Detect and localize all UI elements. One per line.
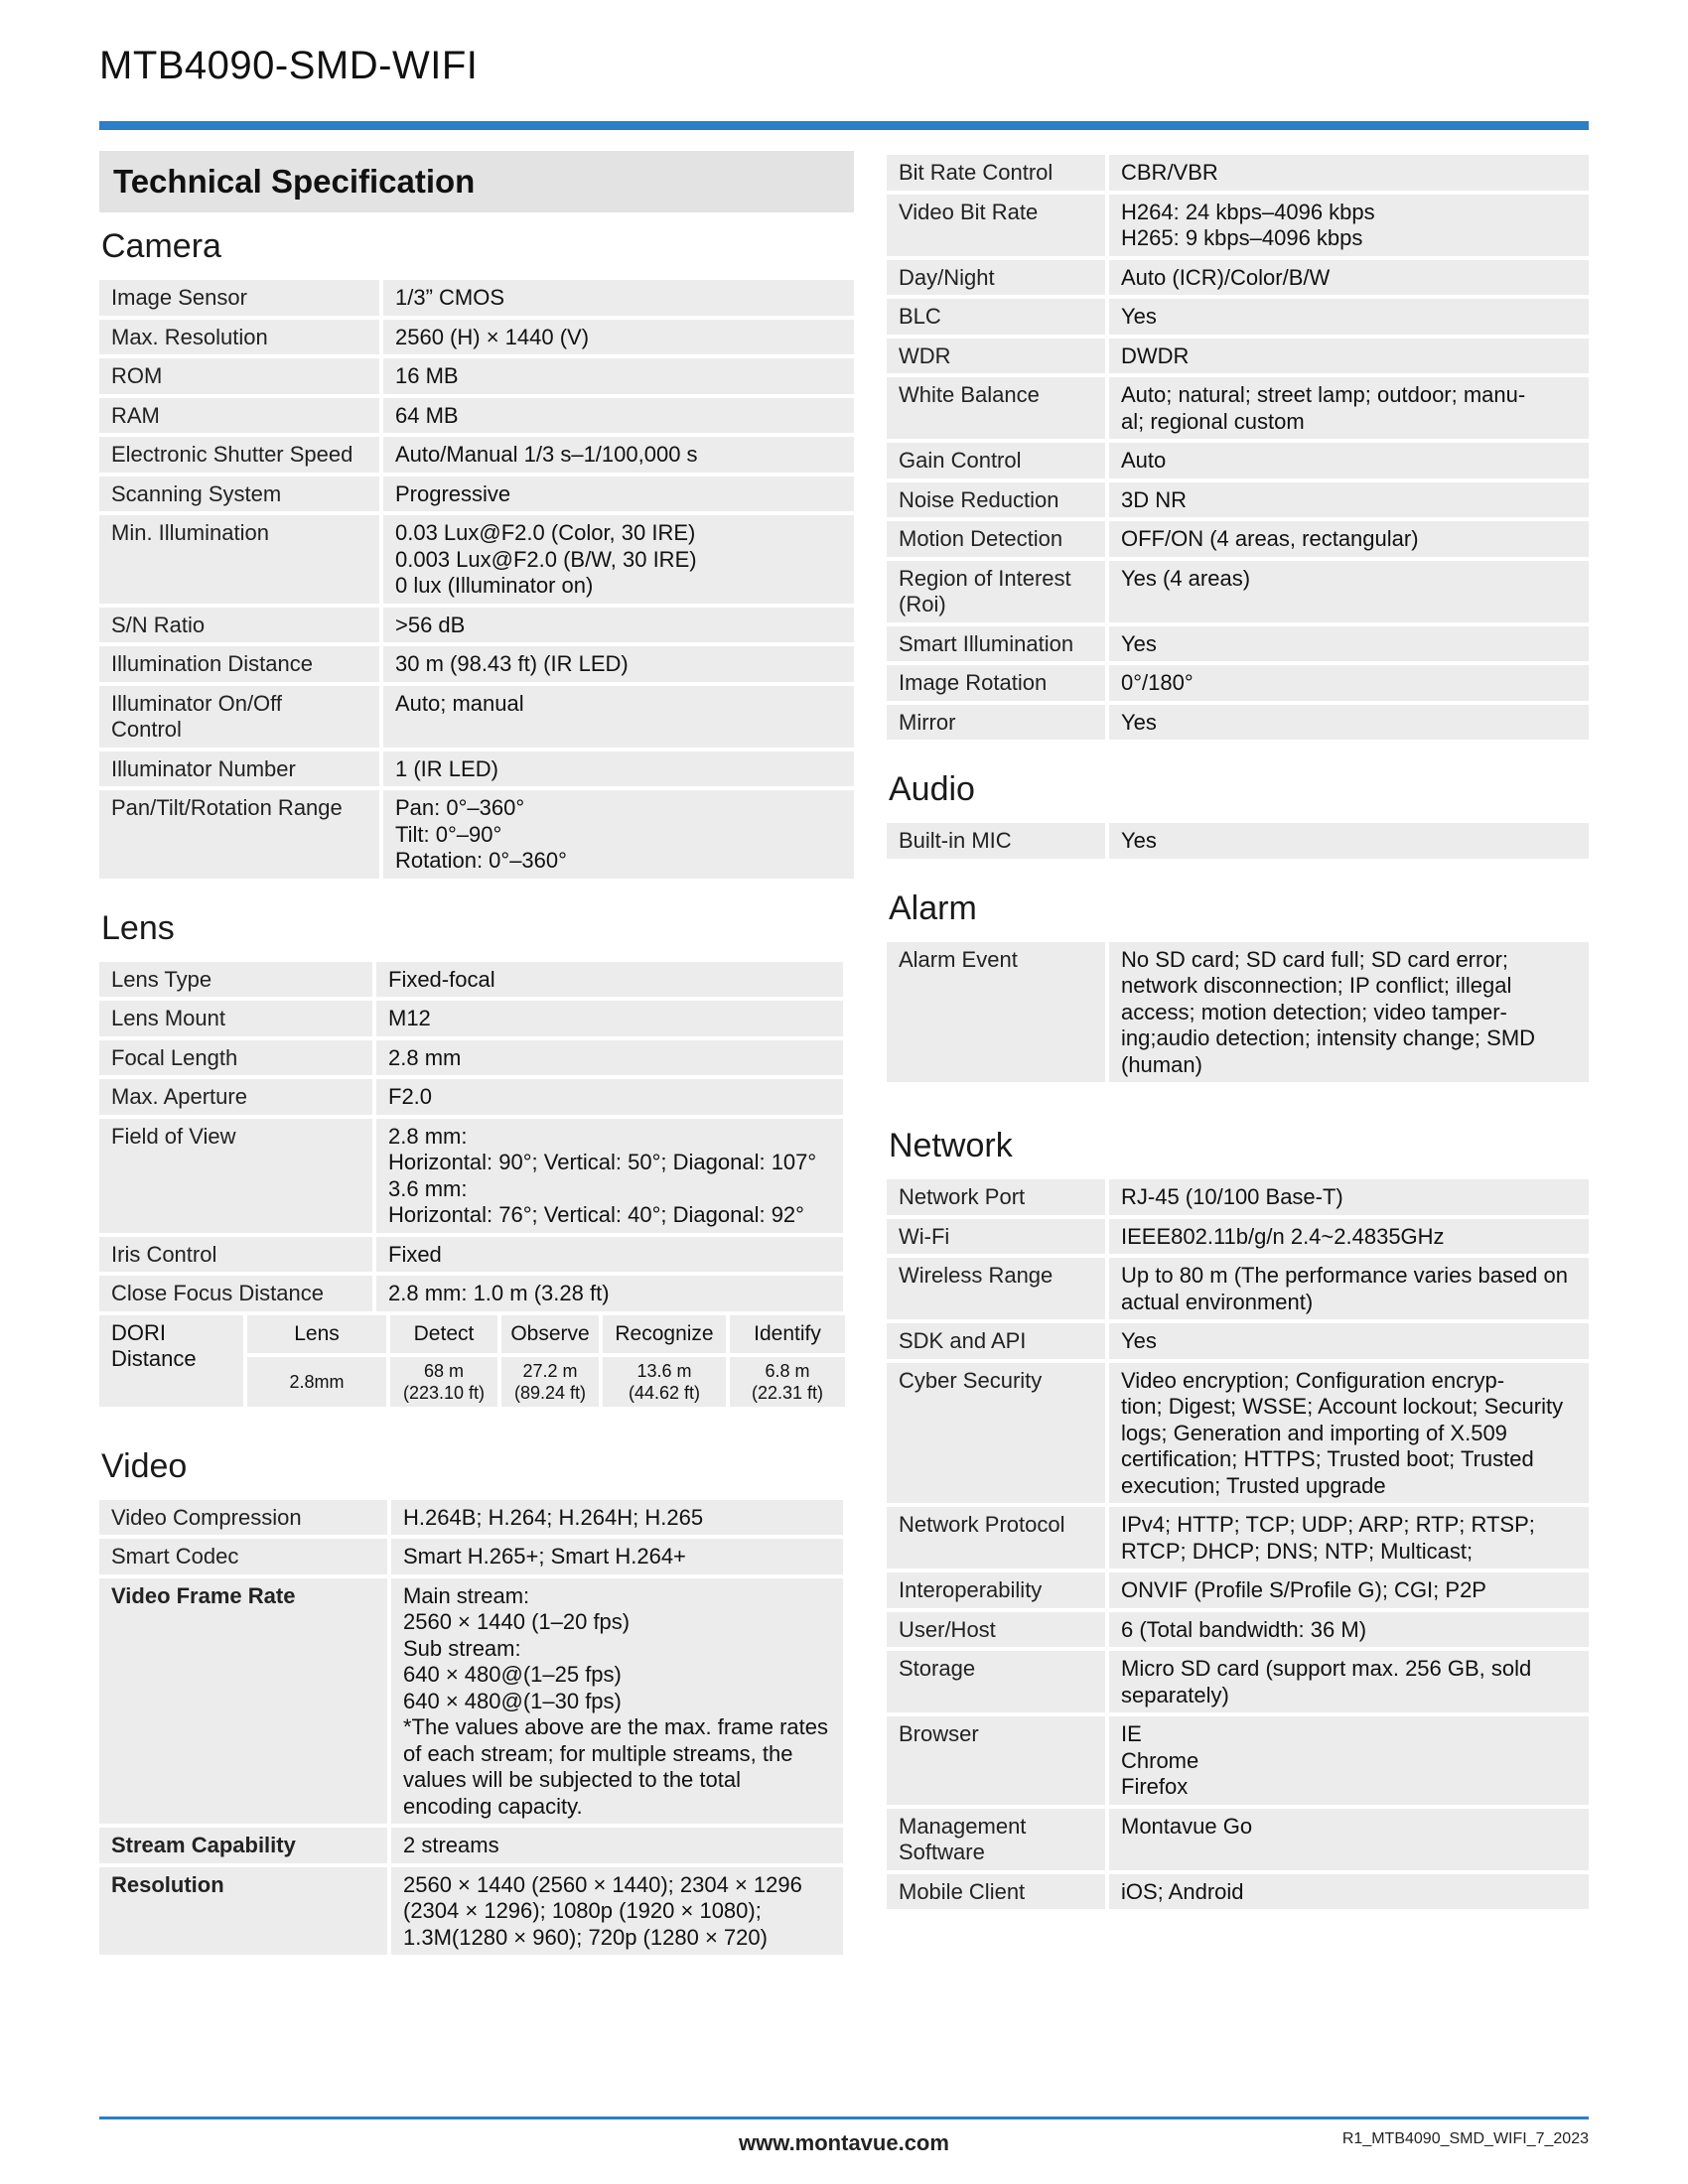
spec-value: H264: 24 kbps–4096 kbps H265: 9 kbps–4096 kbps	[1109, 195, 1589, 256]
spec-value: Fixed	[376, 1237, 843, 1273]
table-row	[99, 1040, 843, 1076]
spec-label: Min. Illumination	[99, 515, 383, 604]
table-row	[99, 751, 854, 787]
spec-value: 1 (IR LED)	[383, 751, 854, 787]
spec-value: 2.8 mm: 1.0 m (3.28 ft)	[376, 1276, 843, 1311]
table-row	[99, 1539, 843, 1574]
spec-value: IEEE802.11b/g/n 2.4~2.4835GHz	[1109, 1219, 1589, 1255]
section-title-camera: Camera	[101, 227, 221, 265]
table-row	[887, 1612, 1589, 1648]
spec-label: White Balance	[887, 377, 1109, 439]
spec-label: Focal Length	[99, 1040, 376, 1076]
footer-rule	[99, 2116, 1589, 2119]
spec-label: Image Rotation	[887, 665, 1109, 701]
spec-value: Montavue Go	[1109, 1809, 1589, 1870]
table-row	[99, 1828, 843, 1863]
spec-value: 0°/180°	[1109, 665, 1589, 701]
spec-label: Browser	[887, 1716, 1109, 1805]
spec-value: M12	[376, 1001, 843, 1036]
spec-label: Noise Reduction	[887, 482, 1109, 518]
spec-value: Fixed-focal	[376, 962, 843, 998]
spec-label: Motion Detection	[887, 521, 1109, 557]
spec-label: Illuminator On/Off Control	[99, 686, 383, 748]
spec-value: Auto; manual	[383, 686, 854, 748]
spec-label: SDK and API	[887, 1323, 1109, 1359]
spec-label: Lens Type	[99, 962, 376, 998]
spec-value: Yes (4 areas)	[1109, 561, 1589, 622]
dori-label: DORI Distance	[99, 1315, 243, 1407]
page-title: MTB4090-SMD-WIFI	[99, 44, 479, 87]
dori-value-recognize: 13.6 m (44.62 ft)	[603, 1357, 726, 1407]
spec-value: H.264B; H.264; H.264H; H.265	[391, 1500, 843, 1536]
spec-label: Close Focus Distance	[99, 1276, 376, 1311]
spec-label: Day/Night	[887, 260, 1109, 296]
left-column	[99, 151, 854, 1959]
spec-value: 2 streams	[391, 1828, 843, 1863]
table-row	[887, 1507, 1589, 1569]
spec-value: 2560 × 1440 (2560 × 1440); 2304 × 1296 (2304 × 1296); 1080p (1920 × 1080); 1.3M(1280 × 960); 720p (1280 × 720)	[391, 1867, 843, 1956]
table-row	[887, 1258, 1589, 1319]
table-row	[99, 962, 843, 998]
spec-value: Yes	[1109, 1323, 1589, 1359]
section-title-network: Network	[889, 1127, 1013, 1164]
spec-value: 2.8 mm	[376, 1040, 843, 1076]
spec-title: Technical Specification	[113, 163, 476, 200]
section-title-audio: Audio	[889, 770, 975, 808]
spec-label: Smart Codec	[99, 1539, 391, 1574]
spec-label: Wi-Fi	[887, 1219, 1109, 1255]
spec-value: OFF/ON (4 areas, rectangular)	[1109, 521, 1589, 557]
table-row	[99, 1119, 843, 1233]
table-row	[99, 515, 854, 604]
spec-label: Smart Illumination	[887, 626, 1109, 662]
spec-label: BLC	[887, 299, 1109, 335]
table-row	[887, 1219, 1589, 1255]
dori-header-recognize: Recognize	[603, 1315, 726, 1353]
table-row	[887, 1572, 1589, 1608]
table-row	[887, 1179, 1589, 1215]
table-row	[887, 155, 1589, 191]
spec-value: >56 dB	[383, 608, 854, 643]
right-column	[887, 151, 1589, 1913]
section-title-video: Video	[101, 1446, 188, 1485]
table-row	[99, 477, 854, 512]
dori-value-detect: 68 m (223.10 ft)	[390, 1357, 497, 1407]
table-row	[99, 1578, 843, 1825]
spec-value: 2.8 mm: Horizontal: 90°; Vertical: 50°; Diagonal: 107° 3.6 mm: Horizontal: 76°; Vertical: 40°; Diagonal: 92°	[376, 1119, 843, 1233]
table-row	[887, 1323, 1589, 1359]
spec-value: Auto/Manual 1/3 s–1/100,000 s	[383, 437, 854, 473]
table-row	[99, 1237, 843, 1273]
spec-value: No SD card; SD card full; SD card error; network disconnection; IP conflict; illegal access; motion detection; video tamper- ing;audio detection; intensity change; SMD (human)	[1109, 942, 1589, 1083]
spec-label: Resolution	[99, 1867, 391, 1956]
spec-value: Yes	[1109, 705, 1589, 741]
table-row	[887, 942, 1589, 1083]
table-row	[99, 1500, 843, 1536]
spec-label: S/N Ratio	[99, 608, 383, 643]
table-row	[887, 705, 1589, 741]
table-row	[887, 339, 1589, 374]
spec-label: Storage	[887, 1651, 1109, 1712]
table-row	[99, 1867, 843, 1956]
table-row	[99, 1001, 843, 1036]
spec-label: WDR	[887, 339, 1109, 374]
dori-value-observe: 27.2 m (89.24 ft)	[501, 1357, 599, 1407]
spec-value: 3D NR	[1109, 482, 1589, 518]
table-row	[99, 358, 854, 394]
table-row	[887, 482, 1589, 518]
spec-value: Auto (ICR)/Color/B/W	[1109, 260, 1589, 296]
spec-value: Video encryption; Configuration encryp- tion; Digest; WSSE; Account lockout; Security logs; Generation and importing of X.509 certification; HTTPS; Trusted boot; Trusted execution; Trusted upgrade	[1109, 1363, 1589, 1504]
spec-value: Auto; natural; street lamp; outdoor; manu- al; regional custom	[1109, 377, 1589, 439]
camera-table	[99, 276, 854, 883]
spec-label: Lens Mount	[99, 1001, 376, 1036]
table-row	[99, 1276, 843, 1311]
table-row	[887, 443, 1589, 478]
spec-label: Mirror	[887, 705, 1109, 741]
spec-label: Gain Control	[887, 443, 1109, 478]
spec-label: Mobile Client	[887, 1874, 1109, 1910]
spec-label: Video Frame Rate	[99, 1578, 391, 1825]
table-row	[887, 260, 1589, 296]
table-row	[887, 823, 1589, 859]
table-row	[887, 521, 1589, 557]
table-row	[887, 195, 1589, 256]
dori-header-identify: Identify	[730, 1315, 845, 1353]
spec-value: RJ-45 (10/100 Base-T)	[1109, 1179, 1589, 1215]
spec-value: DWDR	[1109, 339, 1589, 374]
spec-label: RAM	[99, 398, 383, 434]
table-row	[887, 1651, 1589, 1712]
spec-label: Region of Interest (Roi)	[887, 561, 1109, 622]
dori-value-lens: 2.8mm	[247, 1357, 386, 1407]
audio-table	[887, 819, 1589, 863]
spec-label: Max. Resolution	[99, 320, 383, 355]
spec-value: CBR/VBR	[1109, 155, 1589, 191]
table-row	[99, 398, 854, 434]
spec-value: Pan: 0°–360° Tilt: 0°–90° Rotation: 0°–360°	[383, 790, 854, 879]
table-row	[887, 626, 1589, 662]
spec-value: 0.03 Lux@F2.0 (Color, 30 IRE) 0.003 Lux@F2.0 (B/W, 30 IRE) 0 lux (Illuminator on)	[383, 515, 854, 604]
alarm-table	[887, 938, 1589, 1087]
spec-label: Stream Capability	[99, 1828, 391, 1863]
spec-label: Network Port	[887, 1179, 1109, 1215]
footer-doc-id: R1_MTB4090_SMD_WIFI_7_2023	[1341, 2130, 1589, 2147]
spec-label: Max. Aperture	[99, 1079, 376, 1115]
spec-label: Alarm Event	[887, 942, 1109, 1083]
spec-value: iOS; Android	[1109, 1874, 1589, 1910]
section-title-lens: Lens	[101, 908, 175, 947]
spec-value: Auto	[1109, 443, 1589, 478]
spec-label: Management Software	[887, 1809, 1109, 1870]
table-row	[99, 608, 854, 643]
spec-label: ROM	[99, 358, 383, 394]
video-continued-table	[887, 151, 1589, 744]
spec-label: User/Host	[887, 1612, 1109, 1648]
dori-grid	[247, 1315, 845, 1407]
spec-label: Iris Control	[99, 1237, 376, 1273]
table-row	[99, 1079, 843, 1115]
table-row	[887, 299, 1589, 335]
spec-label: Field of View	[99, 1119, 376, 1233]
spec-value: 2560 (H) × 1440 (V)	[383, 320, 854, 355]
spec-label: Cyber Security	[887, 1363, 1109, 1504]
spec-value: ONVIF (Profile S/Profile G); CGI; P2P	[1109, 1572, 1589, 1608]
table-row	[887, 1363, 1589, 1504]
spec-value: 6 (Total bandwidth: 36 M)	[1109, 1612, 1589, 1648]
spec-value: Yes	[1109, 626, 1589, 662]
dori-header-detect: Detect	[390, 1315, 497, 1353]
spec-label: Pan/Tilt/Rotation Range	[99, 790, 383, 879]
table-row	[99, 280, 854, 316]
spec-label: Illumination Distance	[99, 646, 383, 682]
spec-value: 16 MB	[383, 358, 854, 394]
lens-table	[99, 958, 843, 1315]
dori-header-lens: Lens	[247, 1315, 386, 1353]
spec-value: IPv4; HTTP; TCP; UDP; ARP; RTP; RTSP; RTCP; DHCP; DNS; NTP; Multicast;	[1109, 1507, 1589, 1569]
spec-value: 30 m (98.43 ft) (IR LED)	[383, 646, 854, 682]
spec-label: Illuminator Number	[99, 751, 383, 787]
spec-label: Interoperability	[887, 1572, 1109, 1608]
table-row	[99, 790, 854, 879]
spec-label: Built-in MIC	[887, 823, 1109, 859]
spec-banner	[99, 151, 854, 212]
spec-value: Yes	[1109, 823, 1589, 859]
spec-value: Yes	[1109, 299, 1589, 335]
header-rule	[99, 121, 1589, 130]
video-table	[99, 1496, 843, 1960]
section-title-alarm: Alarm	[889, 888, 977, 927]
table-row	[887, 377, 1589, 439]
dori-table	[99, 1315, 854, 1407]
table-row	[887, 665, 1589, 701]
table-row	[887, 1809, 1589, 1870]
spec-value: Up to 80 m (The performance varies based on actual environment)	[1109, 1258, 1589, 1319]
spec-value: Micro SD card (support max. 256 GB, sold separately)	[1109, 1651, 1589, 1712]
spec-value: 1/3” CMOS	[383, 280, 854, 316]
spec-value: Main stream: 2560 × 1440 (1–20 fps) Sub stream: 640 × 480@(1–25 fps) 640 × 480@(1–30 fps) *The values above are the max. frame rates of each stream; for multiple streams, the values will be subjected to the total encoding capacity.	[391, 1578, 843, 1825]
network-table	[887, 1175, 1589, 1913]
spec-label: Network Protocol	[887, 1507, 1109, 1569]
table-row	[99, 437, 854, 473]
table-row	[99, 686, 854, 748]
table-row	[887, 561, 1589, 622]
spec-label: Scanning System	[99, 477, 383, 512]
spec-value: Progressive	[383, 477, 854, 512]
table-row	[99, 646, 854, 682]
spec-label: Video Bit Rate	[887, 195, 1109, 256]
spec-label: Image Sensor	[99, 280, 383, 316]
spec-value: Smart H.265+; Smart H.264+	[391, 1539, 843, 1574]
spec-value: 64 MB	[383, 398, 854, 434]
spec-value: IE Chrome Firefox	[1109, 1716, 1589, 1805]
table-row	[99, 320, 854, 355]
dori-header-observe: Observe	[501, 1315, 599, 1353]
spec-label: Wireless Range	[887, 1258, 1109, 1319]
dori-value-identify: 6.8 m (22.31 ft)	[730, 1357, 845, 1407]
spec-value: F2.0	[376, 1079, 843, 1115]
table-row	[887, 1716, 1589, 1805]
footer-url[interactable]: www.montavue.com	[739, 2130, 949, 2155]
table-row	[887, 1874, 1589, 1910]
spec-label: Electronic Shutter Speed	[99, 437, 383, 473]
spec-label: Video Compression	[99, 1500, 391, 1536]
spec-label: Bit Rate Control	[887, 155, 1109, 191]
